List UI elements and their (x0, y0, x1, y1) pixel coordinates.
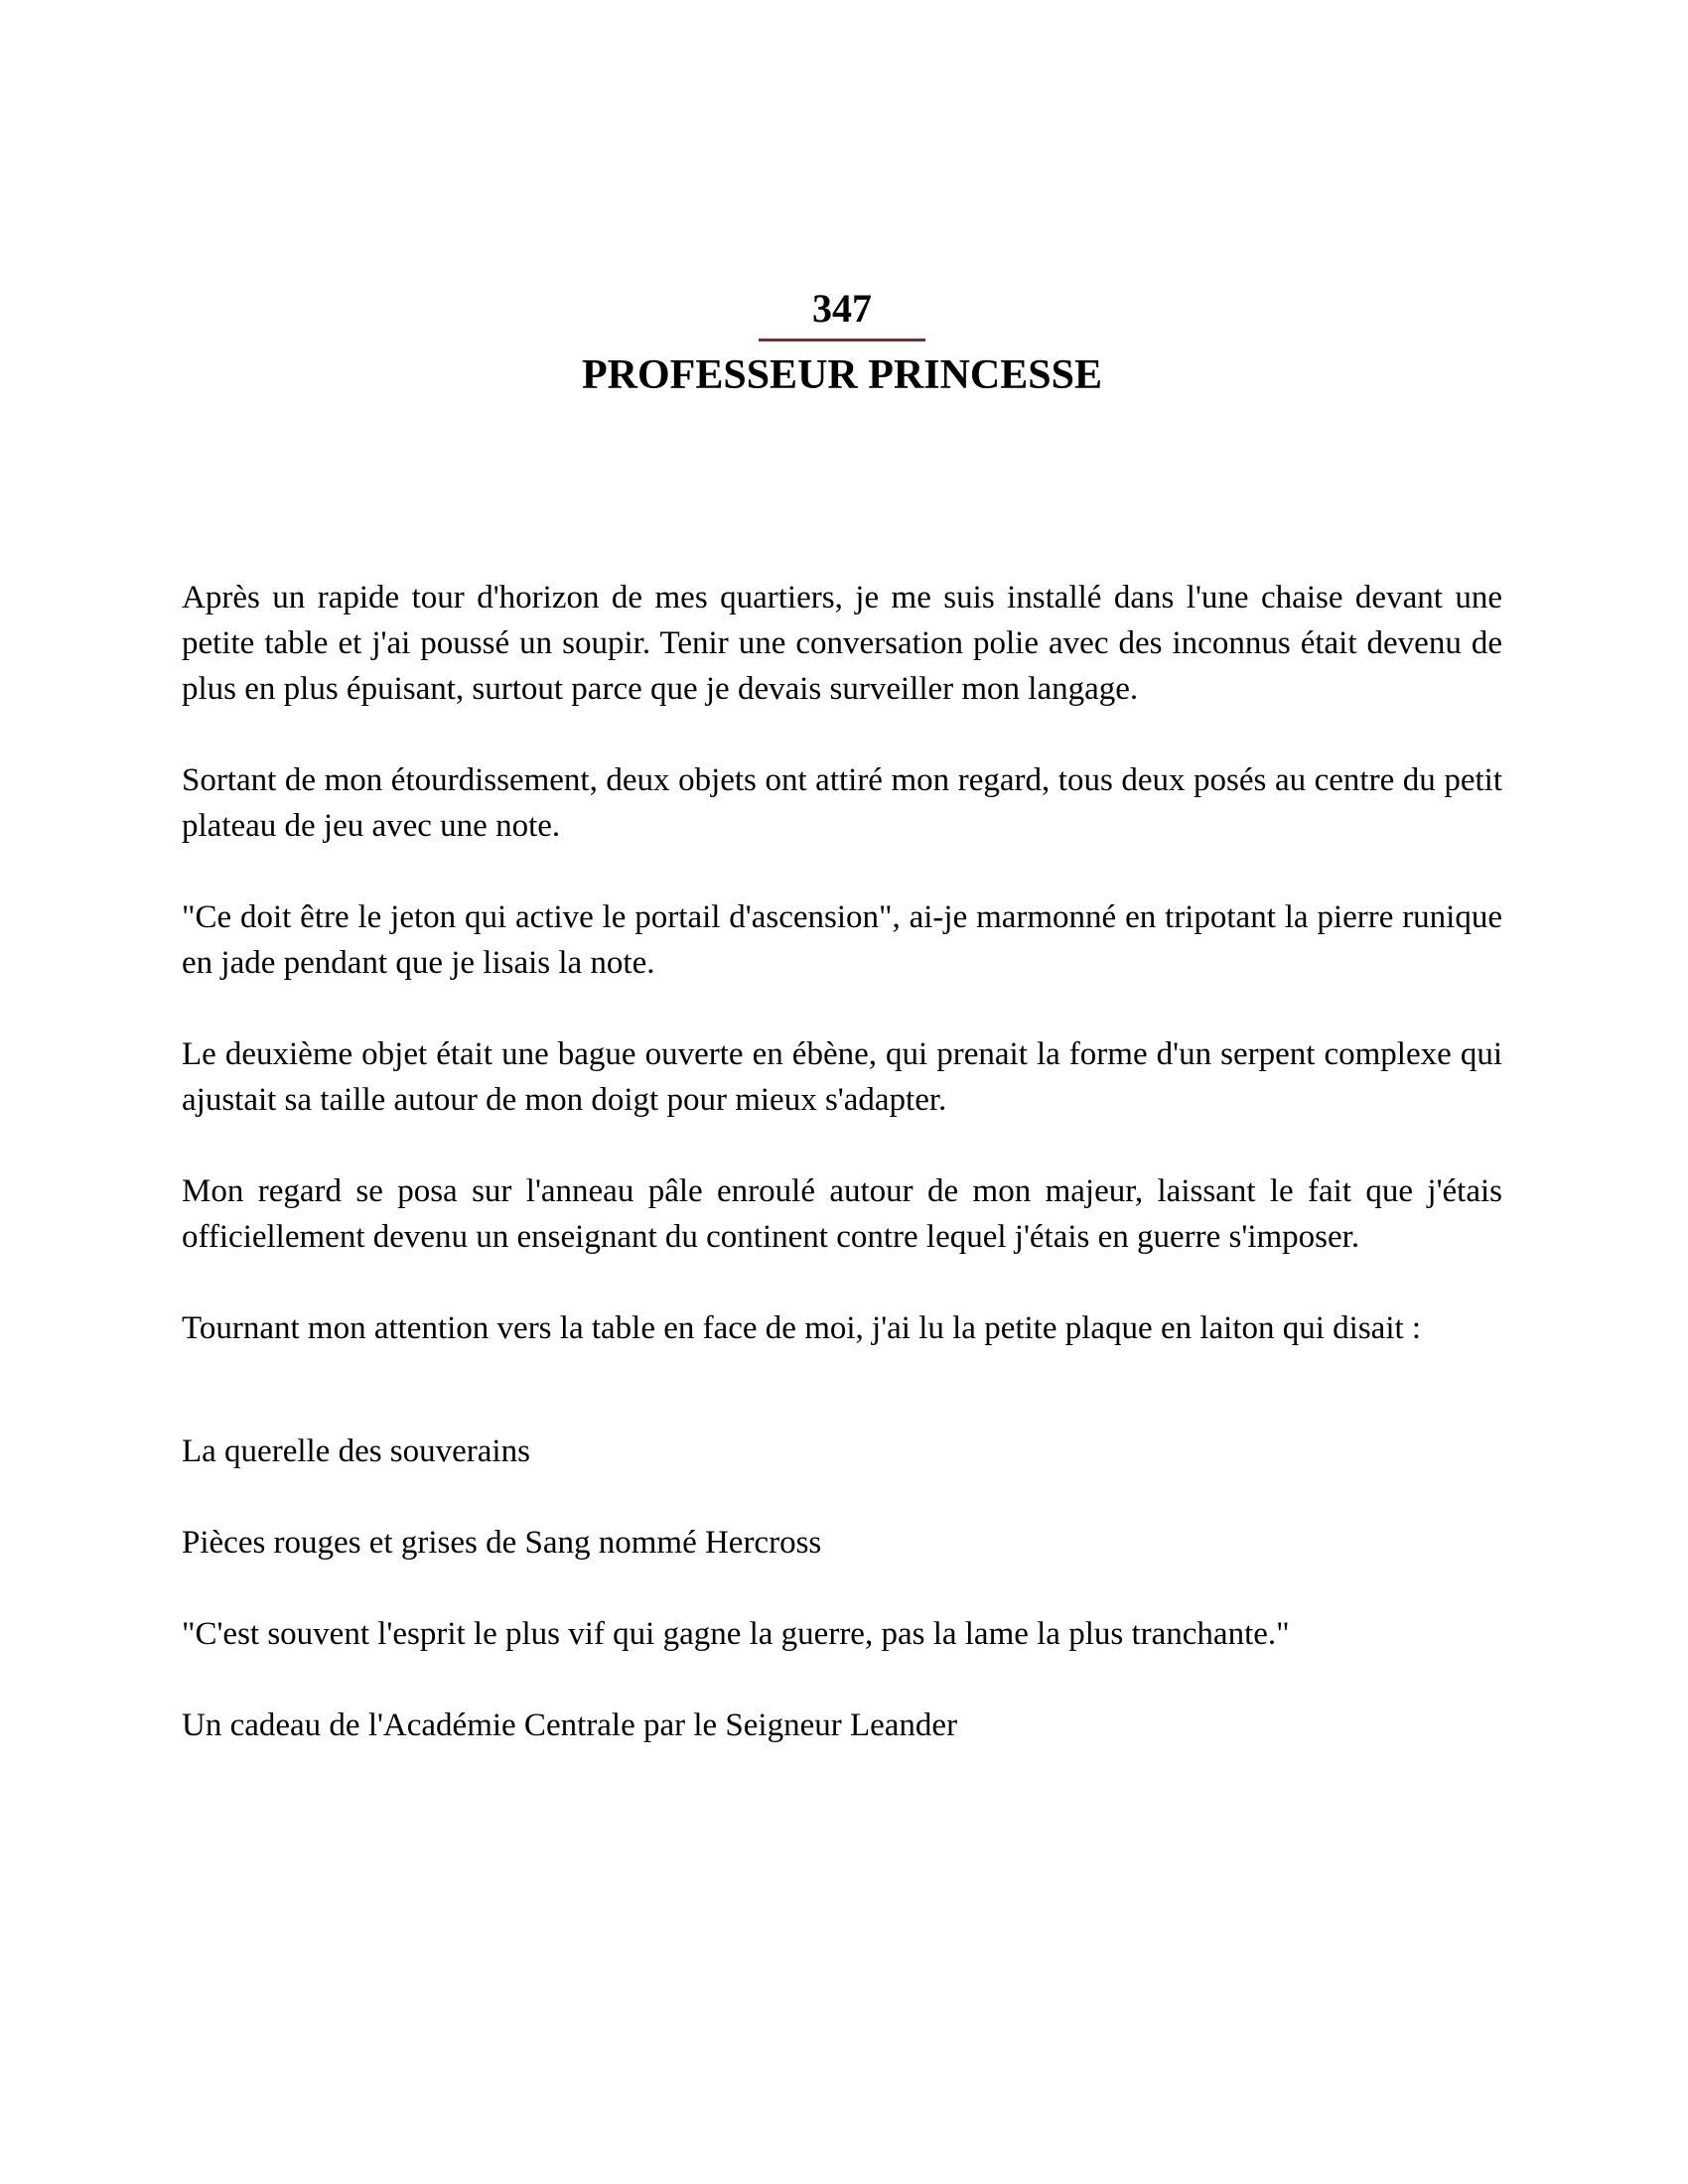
plaque-line-pieces: Pièces rouges et grises de Sang nommé Hercross (182, 1525, 822, 1561)
body-paragraph: Mon regard se posa sur l'anneau pâle enroulé autour de mon majeur, laissant le fait que j'étais officiellement devenu un enseignant du continent contre lequel j'étais en guerre s'imposer. (182, 1173, 1502, 1255)
page-number: 347 (812, 286, 872, 331)
plaque-line-gift: Un cadeau de l'Académie Centrale par le Seigneur Leander (182, 1707, 958, 1743)
body-paragraph: Le deuxième objet était une bague ouverte en ébène, qui prenait la forme d'un serpent complexe qui ajustait sa taille autour de mon doigt pour mieux s'adapter. (182, 1036, 1502, 1118)
body-paragraph: Tournant mon attention vers la table en face de moi, j'ai lu la petite plaque en laiton qui disait : (182, 1310, 1422, 1346)
chapter-body (182, 575, 1581, 1748)
page-number-rule (759, 339, 925, 341)
chapter-title: PROFESSEUR PRINCESSE (582, 352, 1102, 398)
plaque-line-quote: "C'est souvent l'esprit le plus vif qui gagne la guerre, pas la lame la plus tranchante." (182, 1616, 1290, 1652)
body-paragraph: "Ce doit être le jeton qui active le portail d'ascension", ai-je marmonné en tripotant la pierre runique en jade pendant que je lisais la note. (182, 899, 1502, 981)
body-paragraph: Sortant de mon étourdissement, deux objets ont attiré mon regard, tous deux posés au centre du petit plateau de jeu avec une note. (182, 762, 1502, 844)
body-paragraph: Après un rapide tour d'horizon de mes quartiers, je me suis installé dans l'une chaise devant une petite table et j'ai poussé un soupir. Tenir une conversation polie avec des inconnus était devenu de plus en plus épuisant, surtout parce que je devais surveiller mon langage. (182, 580, 1502, 707)
plaque-line-title: La querelle des souverains (182, 1433, 530, 1469)
